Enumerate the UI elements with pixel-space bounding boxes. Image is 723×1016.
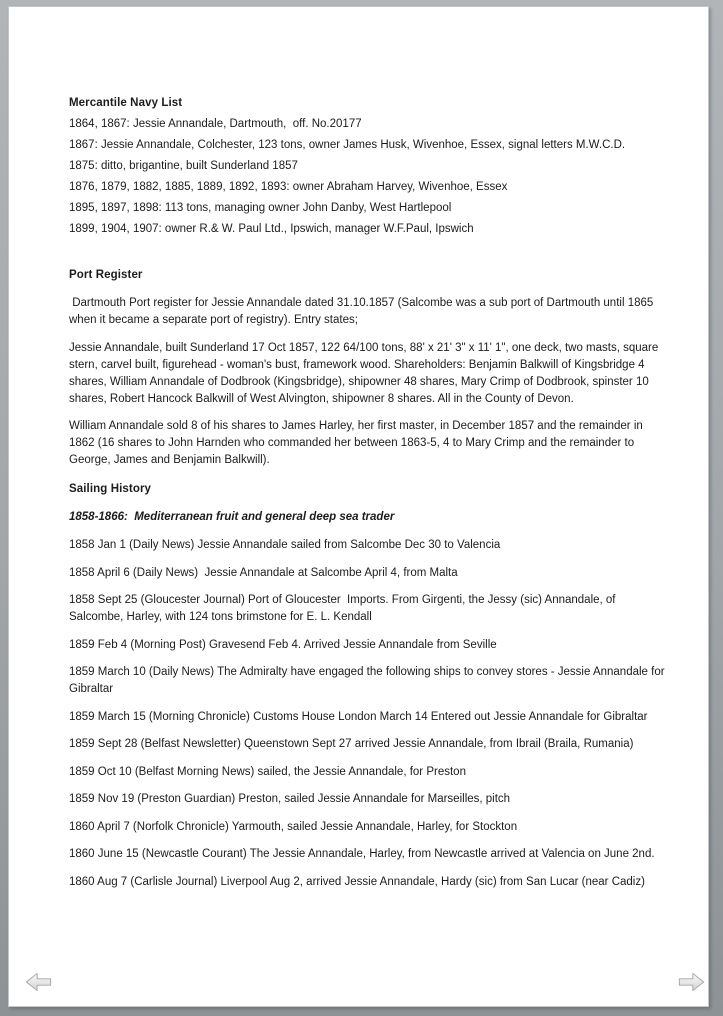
sailing-entry: 1860 June 15 (Newcastle Courant) The Jessie Annandale, Harley, from Newcastle arrived at Valencia on June 2nd. (69, 848, 655, 860)
port-register-paragraph: Dartmouth Port register for Jessie Annandale dated 31.10.1857 (Salcombe was a sub port of Dartmouth until 1865 when it became a separate port of registry). Entry states; (69, 297, 657, 326)
document-content (69, 95, 669, 901)
sailing-entry: 1860 April 7 (Norfolk Chronicle) Yarmouth, sailed Jessie Annandale, Harley, for Stockton (69, 820, 518, 833)
next-page-button[interactable] (678, 971, 705, 993)
sailing-period-subheading: 1858-1866: Mediterranean fruit and general deep sea trader (69, 511, 395, 523)
section-heading-mercantile-navy-list: Mercantile Navy List (69, 97, 183, 109)
sailing-entry: 1859 Sept 28 (Belfast Newsletter) Queenstown Sept 27 arrived Jessie Annandale, from Ibrail (Braila, Rumania) (69, 738, 634, 750)
mercantile-entry: 1875: ditto, brigantine, built Sunderland 1857 (69, 160, 298, 172)
mercantile-entry: 1876, 1879, 1882, 1885, 1889, 1892, 1893: owner Abraham Harvey, Wivenhoe, Essex (69, 181, 508, 193)
section-sailing-history (69, 481, 669, 891)
sailing-entry: 1858 Sept 25 (Gloucester Journal) Port of Gloucester Imports. From Girgenti, the Jessy (sic) Annandale, of Salcombe, Harley, with 124 tons brimstone for E. L. Kendall (69, 594, 619, 623)
port-register-paragraph: Jessie Annandale, built Sunderland 17 Oct 1857, 122 64/100 tons, 88' x 21' 3" x 11' 1", one deck, two masts, square stern, carvel built, figurehead - woman's bust, framework wood. Shareholders: Benjamin Balkwill of Kingsbridge 4 shares, William Annandale of Dodbrook (Kingsbridge), shipowner 48 shares, Mary Crimp of Dodbrook, spinster 10 shares, Robert Hancock Balkwill of West Alvington, shipowner 8 shares. All in the County of Devon. (69, 341, 662, 405)
sailing-entry: 1860 Aug 7 (Carlisle Journal) Liverpool Aug 2, arrived Jessie Annandale, Hardy (sic) from San Lucar (near Cadiz) (69, 875, 645, 888)
sailing-entry: 1859 Oct 10 (Belfast Morning News) sailed, the Jessie Annandale, for Preston (69, 765, 466, 778)
sailing-entry: 1859 Nov 19 (Preston Guardian) Preston, sailed Jessie Annandale for Marseilles, pitch (69, 793, 511, 805)
document-page (8, 6, 709, 1007)
section-heading-port-register: Port Register (69, 269, 143, 281)
section-heading-sailing-history: Sailing History (69, 483, 152, 495)
mercantile-entry: 1864, 1867: Jessie Annandale, Dartmouth, off. No.20177 (69, 118, 362, 130)
section-port-register (69, 267, 669, 469)
sailing-entry: 1859 Feb 4 (Morning Post) Gravesend Feb 4. Arrived Jessie Annandale from Seville (69, 638, 497, 651)
mercantile-entry: 1899, 1904, 1907: owner R.& W. Paul Ltd., Ipswich, manager W.F.Paul, Ipswich (69, 223, 474, 235)
mercantile-entry: 1895, 1897, 1898: 113 tons, managing owner John Danby, West Hartlepool (69, 202, 452, 214)
port-register-paragraph: William Annandale sold 8 of his shares to James Harley, her first master, in December 1857 and the remainder in 1862 (16 shares to John Harnden who commanded her between 1863-5, 4 to Mary Crimp and the remainder to George, James and Benjamin Balkwill). (69, 420, 646, 466)
section-mercantile-navy-list (69, 95, 669, 238)
arrow-left-icon (25, 971, 52, 993)
sailing-entry: 1859 March 10 (Daily News) The Admiralty have engaged the following ships to convey stores - Jessie Annandale for Gibraltar (69, 666, 668, 695)
mercantile-entry: 1867: Jessie Annandale, Colchester, 123 tons, owner James Husk, Wivenhoe, Essex, signal letters M.W.C.D. (69, 139, 626, 151)
sailing-entry: 1858 April 6 (Daily News) Jessie Annandale at Salcombe April 4, from Malta (69, 566, 458, 579)
sailing-entry: 1858 Jan 1 (Daily News) Jessie Annandale sailed from Salcombe Dec 30 to Valencia (69, 539, 501, 551)
arrow-right-icon (678, 971, 705, 993)
sailing-entry: 1859 March 15 (Morning Chronicle) Customs House London March 14 Entered out Jessie Annandale for Gibraltar (69, 710, 648, 723)
previous-page-button[interactable] (25, 971, 52, 993)
